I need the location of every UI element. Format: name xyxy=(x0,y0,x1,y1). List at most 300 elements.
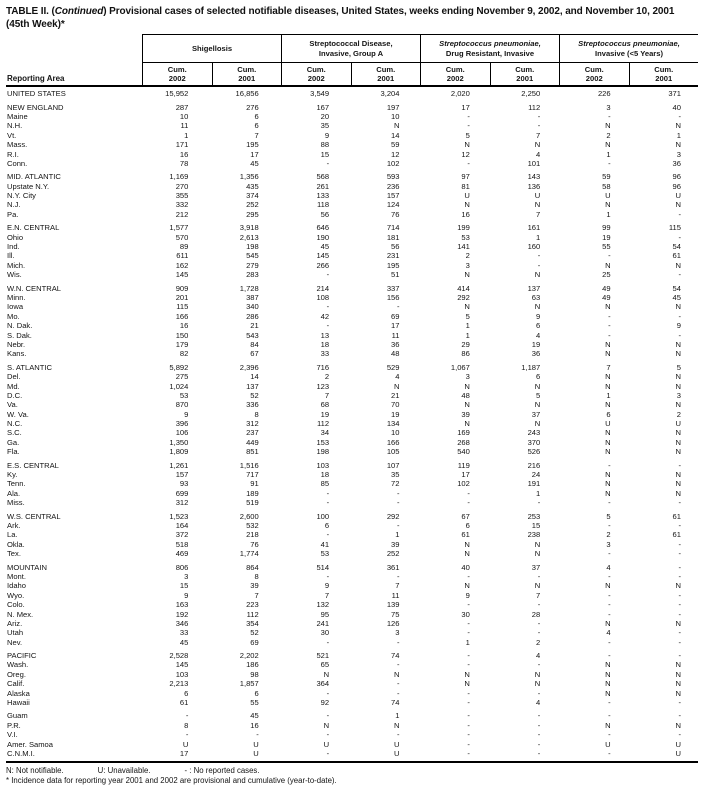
table-title-week: (45th Week)* xyxy=(6,19,65,30)
row-label: Mont. xyxy=(7,571,26,581)
cell: 74 xyxy=(391,651,400,661)
cell: 124 xyxy=(386,200,400,210)
cell: 25 xyxy=(602,270,611,280)
cell: 354 xyxy=(246,618,259,628)
cell: 717 xyxy=(246,470,259,480)
table-row xyxy=(6,172,698,181)
row-label: Iowa xyxy=(7,302,24,312)
row-label: Fla. xyxy=(7,447,20,457)
table-section xyxy=(6,89,698,98)
cell: 49 xyxy=(602,283,611,293)
cell: - xyxy=(467,628,470,638)
column-header-cum: Cum. xyxy=(167,64,187,74)
cell: 163 xyxy=(175,600,189,610)
cell: 593 xyxy=(386,172,400,182)
row-label: Miss. xyxy=(7,498,25,508)
column-header-cum: Cum. xyxy=(654,64,674,74)
cell: - xyxy=(608,520,611,530)
cell: 123 xyxy=(316,381,330,391)
cell: 283 xyxy=(246,270,259,280)
cell: 361 xyxy=(386,562,400,572)
cell: 39 xyxy=(250,581,259,591)
cell: - xyxy=(678,270,681,280)
cell: 10 xyxy=(391,428,400,438)
cell: 89 xyxy=(179,242,189,252)
cell: N xyxy=(605,488,611,498)
cell: 40 xyxy=(461,562,470,572)
cell: U xyxy=(605,191,611,201)
column-header xyxy=(490,63,560,85)
cell: 39 xyxy=(461,409,470,419)
cell: - xyxy=(537,720,541,730)
cell: 54 xyxy=(672,283,681,293)
cell: - xyxy=(608,111,611,121)
cell: 103 xyxy=(175,669,189,679)
row-label: Ind. xyxy=(7,242,20,252)
cell: 374 xyxy=(246,191,259,201)
cell: 364 xyxy=(316,679,330,689)
cell: 214 xyxy=(316,283,330,293)
cell: - xyxy=(537,600,541,610)
cell: 48 xyxy=(461,390,470,400)
cell: 133 xyxy=(316,191,330,201)
cell: 2,600 xyxy=(239,511,259,521)
cell: N xyxy=(323,669,330,679)
cell: 72 xyxy=(391,479,400,489)
cell: 4 xyxy=(606,562,611,572)
column-header-year: 2002 xyxy=(446,74,464,83)
cell: - xyxy=(467,571,470,581)
cell: N xyxy=(675,688,681,698)
cell: 372 xyxy=(175,530,189,540)
cell: 84 xyxy=(250,339,259,349)
row-label: Ill. xyxy=(7,251,15,261)
cell: 312 xyxy=(246,419,259,429)
subheader-row xyxy=(421,63,559,85)
cell: 9 xyxy=(184,590,189,600)
cell: 69 xyxy=(391,311,400,321)
cell: 12 xyxy=(391,149,400,159)
cell: - xyxy=(326,270,330,280)
cell: N xyxy=(464,381,470,391)
cell: N xyxy=(605,581,611,591)
cell: 1,809 xyxy=(169,447,189,457)
legend-line xyxy=(6,766,698,775)
cell: 870 xyxy=(175,400,189,410)
cell: 99 xyxy=(602,223,611,233)
cell: - xyxy=(467,660,470,670)
row-label: Va. xyxy=(7,400,18,410)
cell: 17 xyxy=(461,102,470,112)
row-label: Idaho xyxy=(7,581,27,591)
cell: 268 xyxy=(457,437,470,447)
cell: 68 xyxy=(320,400,330,410)
cell: - xyxy=(608,321,611,331)
reporting-area-header: Reporting Area xyxy=(7,74,65,83)
cell: 197 xyxy=(386,102,400,112)
cell: 340 xyxy=(246,302,259,312)
cell: 212 xyxy=(175,209,189,219)
cell: N xyxy=(605,688,611,698)
cell: - xyxy=(326,730,330,740)
cell: 570 xyxy=(175,232,189,242)
cell: 2,396 xyxy=(239,362,259,372)
row-label: La. xyxy=(7,530,18,540)
cell: U xyxy=(675,191,681,201)
table-row xyxy=(6,372,698,381)
column-header-cum: Cum. xyxy=(306,64,326,74)
cell: 2,213 xyxy=(169,679,189,689)
cell: N xyxy=(464,200,470,210)
table-section xyxy=(6,511,698,558)
table-section xyxy=(6,363,698,457)
cell: - xyxy=(678,111,681,121)
cell: 102 xyxy=(386,158,400,168)
row-label: Alaska xyxy=(7,688,30,698)
table-title-continued: Continued xyxy=(54,6,104,17)
table-row xyxy=(6,628,698,637)
table-row xyxy=(6,419,698,428)
table-row xyxy=(6,428,698,437)
cell: 521 xyxy=(316,651,330,661)
cell: N xyxy=(464,549,470,559)
cell: 101 xyxy=(527,158,541,168)
cell: 65 xyxy=(320,660,330,670)
cell: 61 xyxy=(179,698,189,708)
table-title-text: ) Provisional cases of selected notifiable diseases, United States, weeks ending November 9, 2002, and November 10, 2001 xyxy=(103,6,675,17)
cell: - xyxy=(537,251,541,261)
column-group-label xyxy=(282,35,420,63)
cell: N xyxy=(605,669,611,679)
table-row xyxy=(6,242,698,251)
row-label: N.J. xyxy=(7,200,21,210)
table-row xyxy=(6,270,698,279)
cell: N xyxy=(605,660,611,670)
cell: 1 xyxy=(606,390,611,400)
column-header-year: 2001 xyxy=(516,74,534,83)
cell: 1,728 xyxy=(239,283,259,293)
cell: 45 xyxy=(250,711,259,721)
cell: - xyxy=(256,730,259,740)
cell: - xyxy=(537,498,541,508)
cell: N xyxy=(675,488,681,498)
cell: N xyxy=(605,349,611,359)
row-label: P.R. xyxy=(7,720,21,730)
cell: N xyxy=(323,720,330,730)
table-row xyxy=(6,721,698,730)
cell: 4 xyxy=(536,698,541,708)
cell: 216 xyxy=(527,460,541,470)
cell: - xyxy=(467,158,470,168)
cell: 2,202 xyxy=(239,651,259,661)
cell: 2,020 xyxy=(450,89,470,99)
cell: - xyxy=(467,739,470,749)
cell: 243 xyxy=(527,428,541,438)
table-row xyxy=(6,591,698,600)
cell: - xyxy=(678,711,681,721)
column-header xyxy=(143,63,212,85)
cell: N xyxy=(605,381,611,391)
cell: 8 xyxy=(184,720,189,730)
row-label: MID. ATLANTIC xyxy=(7,172,61,182)
cell: 6 xyxy=(324,520,330,530)
cell: 223 xyxy=(246,600,259,610)
cell: 139 xyxy=(386,600,400,610)
cell: 14 xyxy=(391,130,400,140)
cell: 16 xyxy=(461,209,470,219)
group-label-line2: Drug Resistant, Invasive xyxy=(445,48,535,58)
cell: 2 xyxy=(536,637,541,647)
cell: N xyxy=(464,400,470,410)
cell: 3 xyxy=(606,102,611,112)
cell: 78 xyxy=(179,158,189,168)
cell: N xyxy=(675,200,681,210)
cell: 40 xyxy=(672,102,681,112)
cell: 33 xyxy=(320,349,330,359)
cell: 17 xyxy=(461,470,470,480)
row-label: Tenn. xyxy=(7,479,26,489)
cell: 15 xyxy=(531,520,541,530)
cell: 198 xyxy=(246,242,259,252)
cell: 3,918 xyxy=(239,223,259,233)
cell: N xyxy=(675,479,681,489)
cell: 67 xyxy=(461,511,470,521)
cell: 238 xyxy=(527,530,541,540)
legend-not-notifiable: N: Not notifiable. xyxy=(6,766,64,776)
cell: 45 xyxy=(250,158,259,168)
cell: 7 xyxy=(254,590,259,600)
cell: N xyxy=(675,400,681,410)
cell: 396 xyxy=(175,419,189,429)
table-row xyxy=(6,711,698,720)
legend-unavailable: U: Unavailable. xyxy=(97,766,151,776)
notifiable-diseases-table xyxy=(6,34,698,763)
cell: 545 xyxy=(246,251,259,261)
table-row xyxy=(6,391,698,400)
table-row xyxy=(6,349,698,358)
cell: 41 xyxy=(320,539,330,549)
cell: 15 xyxy=(320,149,330,159)
column-header-cum: Cum. xyxy=(445,64,465,74)
cell: - xyxy=(396,637,400,647)
cell: N xyxy=(675,581,681,591)
column-group-label xyxy=(560,35,698,63)
row-label: Wyo. xyxy=(7,590,25,600)
column-header xyxy=(629,63,699,85)
table-row xyxy=(6,447,698,456)
table-title xyxy=(6,5,698,31)
cell: 56 xyxy=(391,242,400,252)
table-row xyxy=(6,549,698,558)
cell: N xyxy=(675,720,681,730)
cell: - xyxy=(326,711,330,721)
row-label: Pa. xyxy=(7,209,19,219)
cell: 276 xyxy=(246,102,259,112)
cell: N xyxy=(394,720,400,730)
cell: 53 xyxy=(461,232,470,242)
cell: N xyxy=(675,339,681,349)
table-row xyxy=(6,232,698,241)
row-label: Maine xyxy=(7,111,28,121)
cell: - xyxy=(326,158,330,168)
cell: N xyxy=(534,381,541,391)
cell: 6 xyxy=(184,688,189,698)
row-label: Hawaii xyxy=(7,698,30,708)
cell: 164 xyxy=(175,520,189,530)
cell: 59 xyxy=(602,172,611,182)
cell: 14 xyxy=(250,372,259,382)
cell: 48 xyxy=(391,349,400,359)
cell: 1 xyxy=(465,637,470,647)
cell: 1,523 xyxy=(169,511,189,521)
table-section xyxy=(6,460,698,507)
cell: 100 xyxy=(316,511,330,521)
cell: N xyxy=(464,669,470,679)
cell: - xyxy=(326,302,330,312)
row-label: Kans. xyxy=(7,349,27,359)
cell: N xyxy=(605,679,611,689)
cell: 514 xyxy=(316,562,330,572)
cell: 16,856 xyxy=(235,89,259,99)
cell: N xyxy=(464,539,470,549)
cell: 231 xyxy=(386,251,400,261)
cell: 16 xyxy=(179,321,189,331)
cell: 95 xyxy=(320,609,330,619)
cell: 5 xyxy=(536,390,541,400)
cell: 81 xyxy=(461,181,470,191)
row-label: Conn. xyxy=(7,158,28,168)
table-row xyxy=(6,540,698,549)
cell: - xyxy=(467,748,470,758)
cell: 3 xyxy=(676,149,681,159)
row-label: N.Y. City xyxy=(7,191,36,201)
cell: 115 xyxy=(668,223,681,233)
cell: 171 xyxy=(175,140,189,150)
cell: 161 xyxy=(527,223,541,233)
cell: 1,169 xyxy=(169,172,189,182)
cell: N xyxy=(605,140,611,150)
cell: - xyxy=(608,730,611,740)
cell: 136 xyxy=(527,181,541,191)
cell: 387 xyxy=(246,293,259,302)
cell: 10 xyxy=(179,111,189,121)
cell: 61 xyxy=(461,530,470,540)
cell: - xyxy=(608,311,611,321)
row-label: Ariz. xyxy=(7,618,23,628)
table-row xyxy=(6,210,698,219)
table-row xyxy=(6,679,698,688)
cell: 141 xyxy=(457,242,470,252)
column-header-year: 2002 xyxy=(168,74,186,83)
cell: 19 xyxy=(320,409,330,419)
cell: 11 xyxy=(180,121,189,131)
column-header xyxy=(421,63,490,85)
cell: 5 xyxy=(676,362,681,372)
cell: U xyxy=(323,739,330,749)
row-label: Tex. xyxy=(7,549,21,559)
cell: - xyxy=(326,498,330,508)
cell: 86 xyxy=(461,349,470,359)
table-row xyxy=(6,600,698,609)
table-section xyxy=(6,223,698,279)
cell: - xyxy=(467,651,470,661)
row-label: Mass. xyxy=(7,140,28,150)
cell: N xyxy=(675,381,681,391)
column-header xyxy=(282,63,351,85)
row-label: N. Dak. xyxy=(7,321,33,331)
cell: 19 xyxy=(531,339,541,349)
cell: - xyxy=(678,571,681,581)
cell: 49 xyxy=(602,293,611,302)
row-label: W.N. CENTRAL xyxy=(7,283,62,293)
column-groups xyxy=(142,34,698,85)
row-label: Guam xyxy=(7,711,28,721)
row-label: Oreg. xyxy=(7,669,26,679)
table-row xyxy=(6,140,698,149)
table-row xyxy=(6,223,698,232)
cell: N xyxy=(675,349,681,359)
cell: - xyxy=(678,549,681,559)
cell: N xyxy=(605,720,611,730)
cell: 186 xyxy=(246,660,259,670)
cell: 275 xyxy=(175,372,189,382)
cell: 119 xyxy=(457,460,470,470)
cell: 241 xyxy=(316,618,330,628)
cell: 7 xyxy=(254,130,259,140)
cell: 4 xyxy=(606,628,611,638)
cell: N xyxy=(675,428,681,438)
cell: 543 xyxy=(246,330,259,340)
row-label: Upstate N.Y. xyxy=(7,181,50,191)
table-row xyxy=(6,730,698,739)
cell: 56 xyxy=(320,209,330,219)
table-row xyxy=(6,670,698,679)
cell: 75 xyxy=(391,609,400,619)
cell: N xyxy=(605,447,611,457)
cell: 2,250 xyxy=(521,89,541,99)
table-row xyxy=(6,363,698,372)
table-row xyxy=(6,470,698,479)
cell: - xyxy=(678,651,681,661)
cell: N xyxy=(534,581,541,591)
row-label: Ala. xyxy=(7,488,21,498)
cell: - xyxy=(678,209,681,219)
cell: 3 xyxy=(606,539,611,549)
cell: 2,528 xyxy=(169,651,189,661)
cell: 112 xyxy=(246,609,259,619)
table-section xyxy=(6,562,698,647)
cell: 2 xyxy=(606,530,611,540)
cell: 82 xyxy=(179,349,189,359)
cell: N xyxy=(394,121,400,131)
cell: 39 xyxy=(391,539,400,549)
cell: - xyxy=(678,628,681,638)
cell: - xyxy=(678,498,681,508)
cell: 6 xyxy=(536,321,541,331)
table-row xyxy=(6,302,698,311)
table-title-prefix: TABLE II. ( xyxy=(6,6,55,17)
cell: - xyxy=(396,730,400,740)
table-row xyxy=(6,112,698,121)
cell: - xyxy=(678,460,681,470)
cell: - xyxy=(678,330,681,340)
cell: U xyxy=(675,739,681,749)
cell: 45 xyxy=(179,637,189,647)
cell: 28 xyxy=(531,609,541,619)
column-group xyxy=(142,35,281,85)
cell: 5 xyxy=(606,511,611,521)
cell: 51 xyxy=(391,270,400,280)
